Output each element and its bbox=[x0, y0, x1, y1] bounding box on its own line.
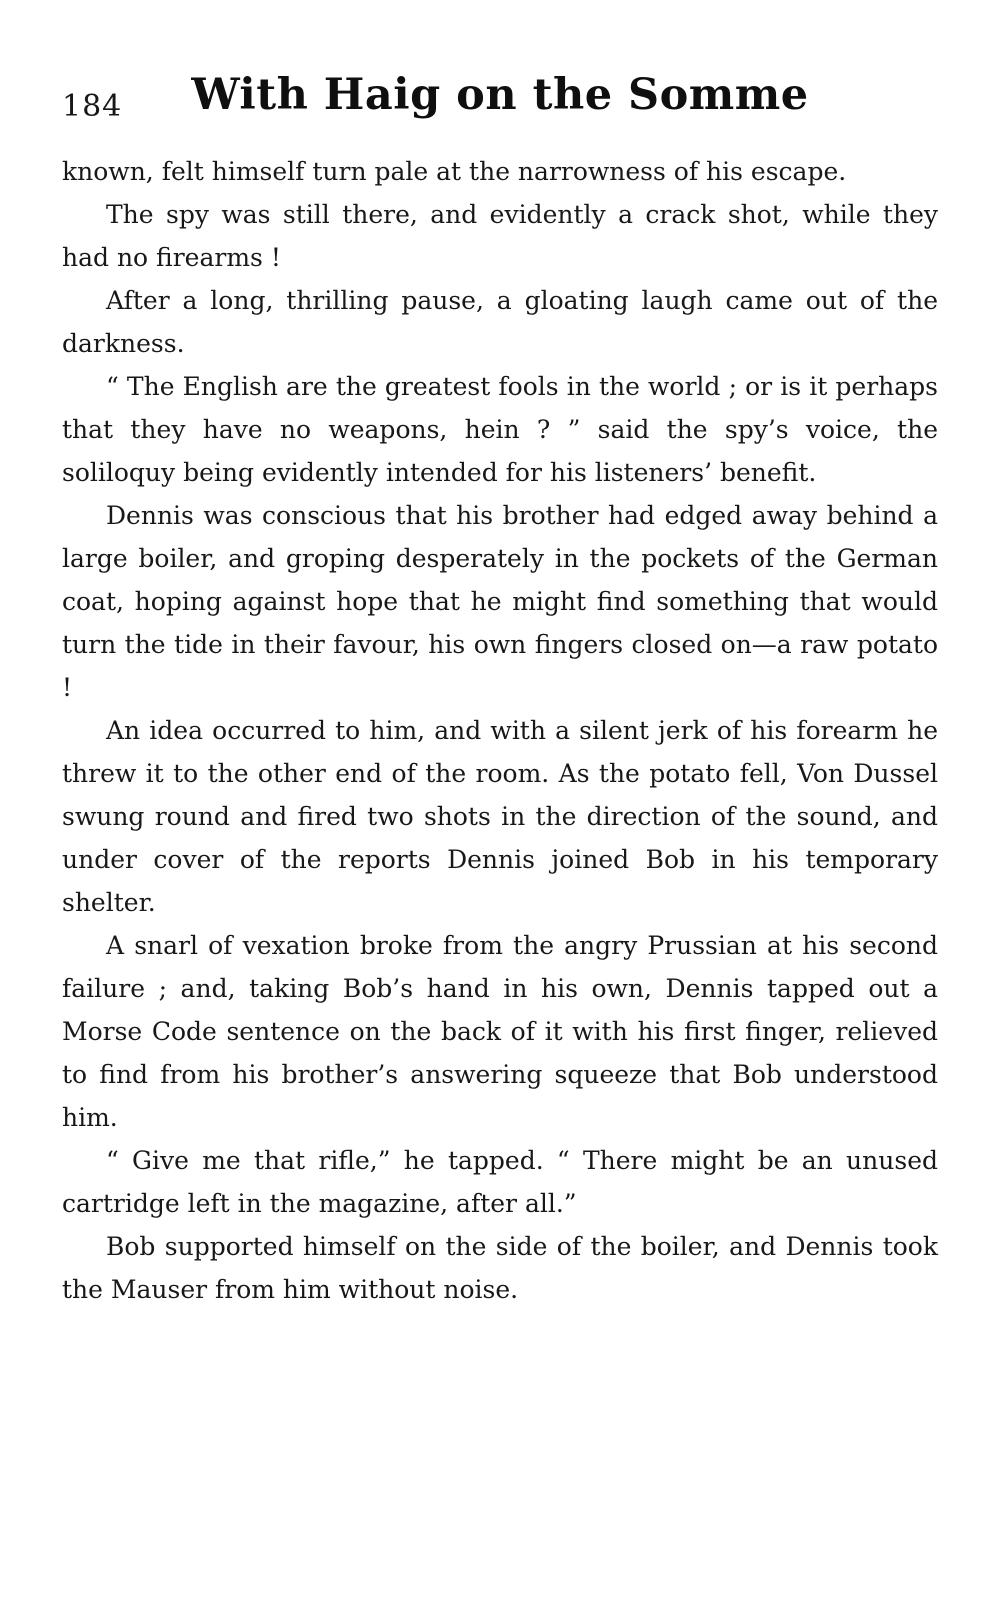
paragraph: The spy was still there, and evidently a crack shot, while they had no firearms ! bbox=[62, 200, 938, 272]
paragraph: “ Give me that rifle,” he tapped. “ There might be an unused cartridge left in the magazine, after all.” bbox=[62, 1146, 938, 1218]
paragraph: After a long, thrilling pause, a gloating laugh came out of the darkness. bbox=[62, 286, 938, 358]
paragraph: A snarl of vexation broke from the angry Prussian at his second failure ; and, taking Bob’s hand in his own, Dennis tapped out a Morse Code sentence on the back of it with his first finger, relieved to find from his brother’s answering squeeze that Bob understood him. bbox=[62, 931, 938, 1132]
page-body bbox=[62, 150, 938, 1311]
paragraph: Dennis was conscious that his brother had edged away behind a large boiler, and groping desperately in the pockets of the German coat, hoping against hope that he might find something that would turn the tide in their favour, his own fingers closed on—a raw potato ! bbox=[62, 501, 938, 702]
page-header bbox=[62, 62, 938, 128]
page-title: With Haig on the Somme bbox=[191, 70, 809, 120]
paragraph: An idea occurred to him, and with a silent jerk of his forearm he threw it to the other end of the room. As the potato fell, Von Dussel swung round and fired two shots in the direction of the sound, and under cover of the reports Dennis joined Bob in his temporary shelter. bbox=[62, 716, 938, 917]
paragraph: Bob supported himself on the side of the boiler, and Dennis took the Mauser from him without noise. bbox=[62, 1232, 938, 1304]
paragraph: “ The English are the greatest fools in the world ; or is it perhaps that they have no weapons, hein ? ” said the spy’s voice, the soliloquy being evidently intended for his listeners’ benefit. bbox=[62, 372, 938, 487]
page-number: 184 bbox=[62, 89, 123, 124]
paragraph: known, felt himself turn pale at the narrowness of his escape. bbox=[62, 157, 847, 186]
